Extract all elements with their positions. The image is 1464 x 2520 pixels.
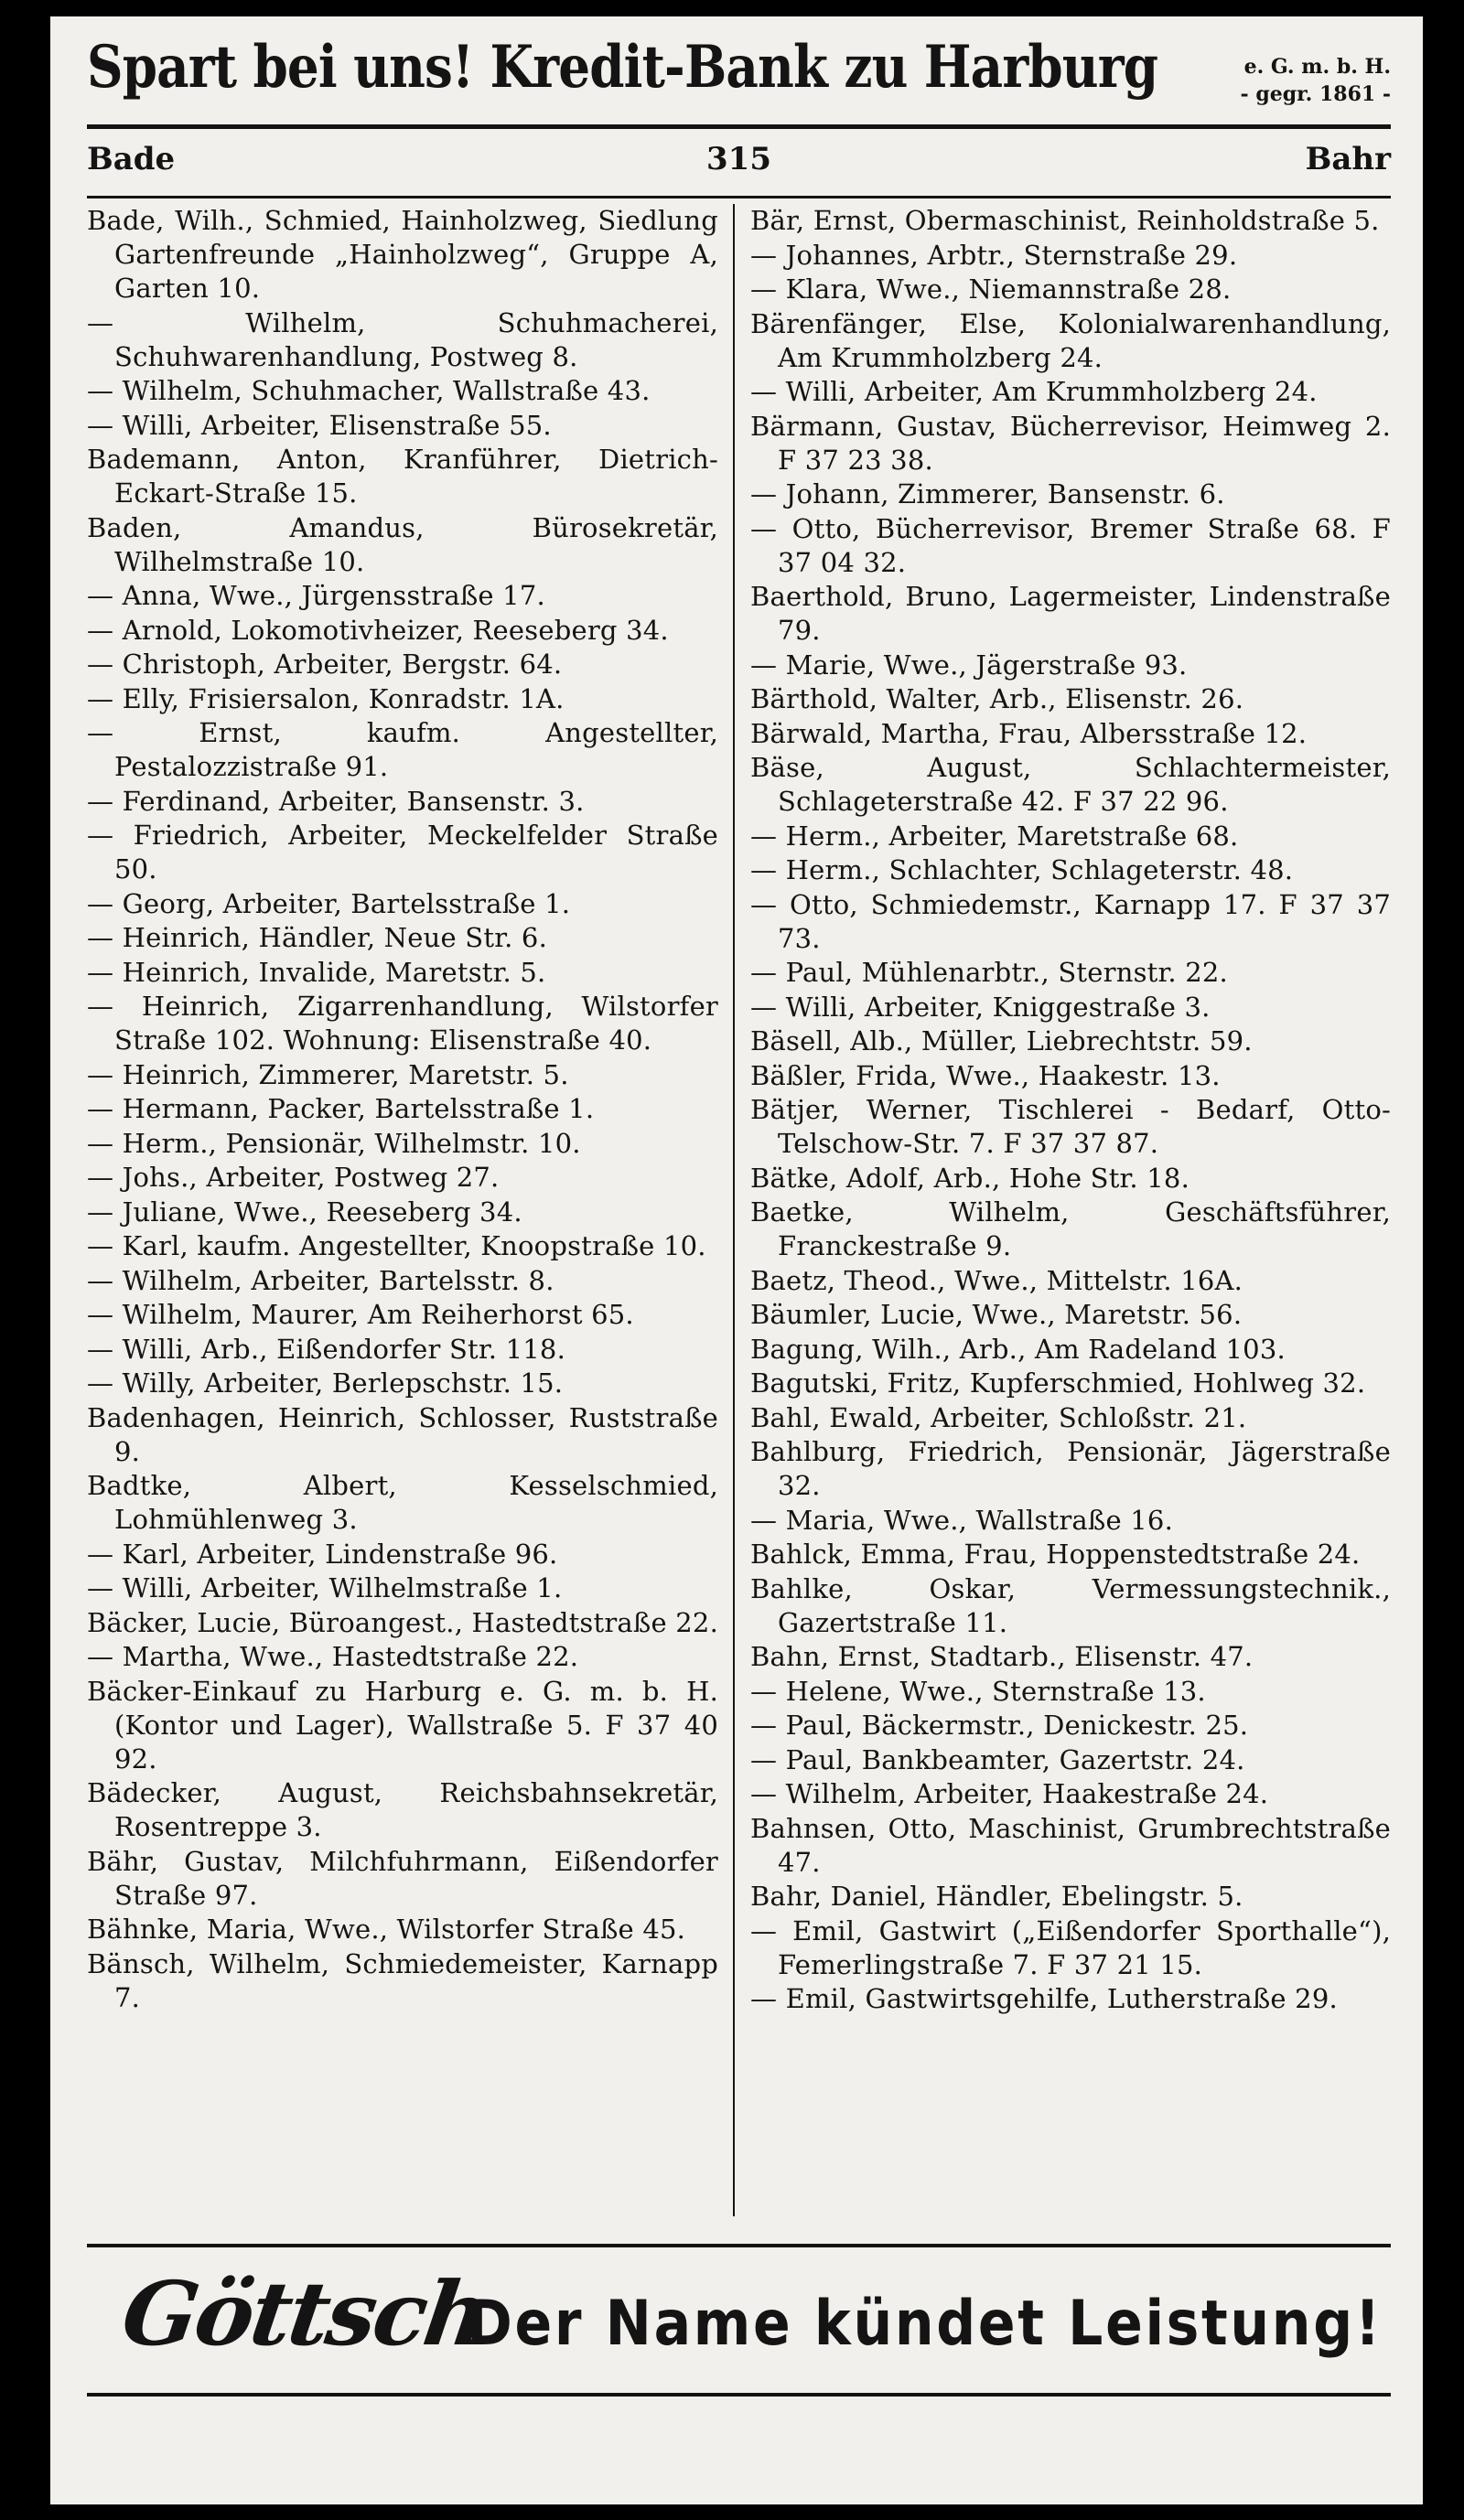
directory-page	[50, 16, 1423, 2504]
banner-founded: - gegr. 1861 -	[1240, 82, 1391, 106]
directory-entry: Bänsch, Wilhelm, Schmiedemeister, Karnapp 7.	[87, 1947, 718, 2013]
directory-entry: — Helene, Wwe., Sternstraße 13.	[750, 1675, 1206, 1707]
directory-entry: Bäsell, Alb., Müller, Liebrechtstr. 59.	[750, 1025, 1253, 1056]
directory-entry: Bätke, Adolf, Arb., Hohe Str. 18.	[750, 1162, 1190, 1194]
directory-entry: Bahlke, Oskar, Vermessungstechnik., Gazertstraße 11.	[750, 1572, 1391, 1638]
directory-entry: Bahlck, Emma, Frau, Hoppenstedtstraße 24.	[750, 1539, 1361, 1570]
directory-entry: — Willi, Arbeiter, Am Krummholzberg 24.	[750, 376, 1318, 407]
directory-entry: Bärmann, Gustav, Bücherrevisor, Heimweg 2. F 37 23 38.	[750, 410, 1391, 476]
directory-entry: Bahnsen, Otto, Maschinist, Grumbrechtstraße 47.	[750, 1812, 1391, 1878]
directory-entry: Bahr, Daniel, Händler, Ebelingstr. 5.	[750, 1881, 1243, 1912]
directory-entry: Bahl, Ewald, Arbeiter, Schloßstr. 21.	[750, 1401, 1247, 1433]
directory-entry: — Heinrich, Zigarrenhandlung, Wilstorfer Straße 102. Wohnung: Elisenstraße 40.	[87, 991, 718, 1056]
directory-entry: — Hermann, Packer, Bartelsstraße 1.	[87, 1093, 595, 1124]
directory-entry: Baetke, Wilhelm, Geschäftsführer, Franckestraße 9.	[750, 1196, 1391, 1261]
directory-entry: — Juliane, Wwe., Reeseberg 34.	[87, 1196, 522, 1228]
directory-entry: — Johannes, Arbtr., Sternstraße 29.	[750, 239, 1238, 271]
directory-entry: Bahn, Ernst, Stadtarb., Elisenstr. 47.	[750, 1641, 1254, 1672]
directory-entry: — Ernst, kaufm. Angestellter, Pestalozzistraße 91.	[87, 717, 718, 782]
directory-entry: — Wilhelm, Schuhmacherei, Schuhwarenhandlung, Postweg 8.	[87, 306, 718, 372]
directory-entry: — Herm., Schlachter, Schlageterstr. 48.	[750, 854, 1294, 885]
header-divider	[87, 196, 1391, 198]
directory-entry: Bätjer, Werner, Tischlerei - Bedarf, Otto-Telschow-Str. 7. F 37 37 87.	[750, 1094, 1391, 1159]
directory-entry: Bädecker, August, Reichsbahnsekretär, Rosentreppe 3.	[87, 1777, 718, 1842]
directory-entry: Bade, Wilh., Schmied, Hainholzweg, Siedlung Gartenfreunde „Hainholzweg“, Gruppe A, Garten 10.	[87, 205, 718, 304]
directory-entry: — Paul, Bäckermstr., Denickestr. 25.	[750, 1710, 1249, 1741]
directory-entry: — Anna, Wwe., Jürgensstraße 17.	[87, 580, 545, 611]
directory-entry: — Martha, Wwe., Hastedtstraße 22.	[87, 1641, 579, 1672]
header-last-entry: Bahr	[1305, 141, 1391, 177]
directory-entry: — Heinrich, Zimmerer, Maretstr. 5.	[87, 1058, 569, 1090]
directory-entry: — Elly, Frisiersalon, Konradstr. 1A.	[87, 682, 565, 714]
directory-entry: — Willi, Arbeiter, Kniggestraße 3.	[750, 991, 1211, 1023]
advert-slogan: Der Name kündet Leistung!	[467, 2288, 1383, 2360]
directory-entry: — Klara, Wwe., Niemannstraße 28.	[750, 273, 1232, 305]
directory-entry: — Willy, Arbeiter, Berlepschstr. 15.	[87, 1367, 564, 1399]
directory-entry: Bär, Ernst, Obermaschinist, Reinholdstraße 5.	[750, 205, 1380, 236]
directory-entry: Bäcker, Lucie, Büroangest., Hastedtstraße 22.	[87, 1606, 718, 1638]
directory-entry: — Heinrich, Invalide, Maretstr. 5.	[87, 956, 546, 988]
directory-entry: — Paul, Mühlenarbtr., Sternstr. 22.	[750, 957, 1228, 988]
directory-entry: — Wilhelm, Maurer, Am Reiherhorst 65.	[87, 1299, 634, 1330]
banner-divider	[87, 124, 1391, 129]
directory-entry: — Karl, Arbeiter, Lindenstraße 96.	[87, 1538, 558, 1570]
directory-entry: — Herm., Pensionär, Wilhelmstr. 10.	[87, 1127, 581, 1159]
directory-entry: — Willi, Arbeiter, Wilhelmstraße 1.	[87, 1572, 563, 1603]
advert-top-rule	[87, 2244, 1391, 2247]
directory-entry: — Otto, Bücherrevisor, Bremer Straße 68. F 37 04 32.	[750, 512, 1391, 578]
directory-entry: Baerthold, Bruno, Lagermeister, Lindenstraße 79.	[750, 581, 1391, 646]
directory-entry: Badtke, Albert, Kesselschmied, Lohmühlenweg 3.	[87, 1470, 718, 1535]
directory-entry: — Johann, Zimmerer, Bansenstr. 6.	[750, 478, 1225, 509]
directory-entry: Bärthold, Walter, Arb., Elisenstr. 26.	[750, 683, 1244, 714]
left-column	[87, 204, 718, 2235]
directory-entry: Baden, Amandus, Bürosekretär, Wilhelmstraße 10.	[87, 511, 718, 577]
directory-entry: Bähnke, Maria, Wwe., Wilstorfer Straße 45.	[87, 1914, 686, 1945]
directory-entry: Bäumler, Lucie, Wwe., Maretstr. 56.	[750, 1299, 1243, 1330]
directory-entry: — Otto, Schmiedemstr., Karnapp 17. F 37 37 73.	[750, 888, 1391, 954]
directory-entry: — Wilhelm, Arbeiter, Bartelsstr. 8.	[87, 1264, 554, 1296]
directory-entry: — Wilhelm, Schuhmacher, Wallstraße 43.	[87, 375, 651, 406]
directory-entry: — Heinrich, Händler, Neue Str. 6.	[87, 922, 547, 953]
directory-entry: — Maria, Wwe., Wallstraße 16.	[750, 1504, 1173, 1536]
directory-entry: — Willi, Arbeiter, Elisenstraße 55.	[87, 409, 552, 441]
goettsch-advert	[87, 2253, 1391, 2390]
directory-entry: — Karl, kaufm. Angestellter, Knoopstraße 10.	[87, 1230, 706, 1261]
right-column	[750, 204, 1391, 2235]
directory-entry: Bagutski, Fritz, Kupferschmied, Hohlweg 32.	[750, 1367, 1366, 1399]
bank-advert-banner	[87, 26, 1391, 122]
advert-bottom-rule	[87, 2393, 1391, 2397]
directory-entry: Bähr, Gustav, Milchfuhrmann, Eißendorfer Straße 97.	[87, 1845, 718, 1911]
directory-entry: — Georg, Arbeiter, Bartelsstraße 1.	[87, 887, 571, 919]
directory-entry: Bahlburg, Friedrich, Pensionär, Jägerstraße 32.	[750, 1436, 1391, 1501]
directory-entry: — Christoph, Arbeiter, Bergstr. 64.	[87, 649, 563, 680]
directory-entry: — Arnold, Lokomotivheizer, Reeseberg 34.	[87, 614, 669, 646]
directory-entry: Bademann, Anton, Kranführer, Dietrich-Eckart-Straße 15.	[87, 444, 718, 509]
directory-entry: — Friedrich, Arbeiter, Meckelfelder Straße 50.	[87, 820, 718, 885]
page-header	[87, 141, 1391, 187]
header-first-entry: Bade	[87, 141, 176, 177]
directory-entry: Badenhagen, Heinrich, Schlosser, Ruststraße 9.	[87, 1401, 718, 1467]
banner-slogan: Spart bei uns! Kredit-Bank zu Harburg	[87, 33, 1158, 102]
directory-entry: — Herm., Arbeiter, Maretstraße 68.	[750, 820, 1239, 852]
directory-entry: — Ferdinand, Arbeiter, Bansenstr. 3.	[87, 785, 585, 817]
directory-entry: — Marie, Wwe., Jägerstraße 93.	[750, 649, 1188, 681]
directory-entry: — Wilhelm, Arbeiter, Haakestraße 24.	[750, 1778, 1269, 1809]
page-number: 315	[706, 141, 771, 177]
directory-entry: Bärenfänger, Else, Kolonialwarenhandlung, Am Krummholzberg 24.	[750, 307, 1391, 373]
banner-legal-form: e. G. m. b. H.	[1243, 55, 1391, 79]
directory-entry: — Johs., Arbeiter, Postweg 27.	[87, 1162, 500, 1193]
directory-entry: Bäcker-Einkauf zu Harburg e. G. m. b. H. (Kontor und Lager), Wallstraße 5. F 37 40 92.	[87, 1675, 718, 1775]
directory-entry: Baetz, Theod., Wwe., Mittelstr. 16A.	[750, 1264, 1243, 1296]
directory-entry: — Emil, Gastwirt („Eißendorfer Sporthalle“), Femerlingstraße 7. F 37 21 15.	[750, 1914, 1391, 1980]
column-divider	[733, 204, 735, 2216]
directory-entry: — Paul, Bankbeamter, Gazertstr. 24.	[750, 1743, 1245, 1775]
directory-entry: — Willi, Arb., Eißendorfer Str. 118.	[87, 1333, 565, 1365]
banner-legal-info	[1241, 53, 1391, 108]
directory-entry: — Emil, Gastwirtsgehilfe, Lutherstraße 29.	[750, 1983, 1338, 2014]
advert-logo: Göttsch	[116, 2262, 493, 2365]
directory-entry: Bäßler, Frida, Wwe., Haakestr. 13.	[750, 1059, 1221, 1091]
directory-entry: Bagung, Wilh., Arb., Am Radeland 103.	[750, 1333, 1286, 1365]
directory-entry: Bärwald, Martha, Frau, Albersstraße 12.	[750, 717, 1308, 749]
directory-entry: Bäse, August, Schlachtermeister, Schlageterstraße 42. F 37 22 96.	[750, 752, 1391, 817]
